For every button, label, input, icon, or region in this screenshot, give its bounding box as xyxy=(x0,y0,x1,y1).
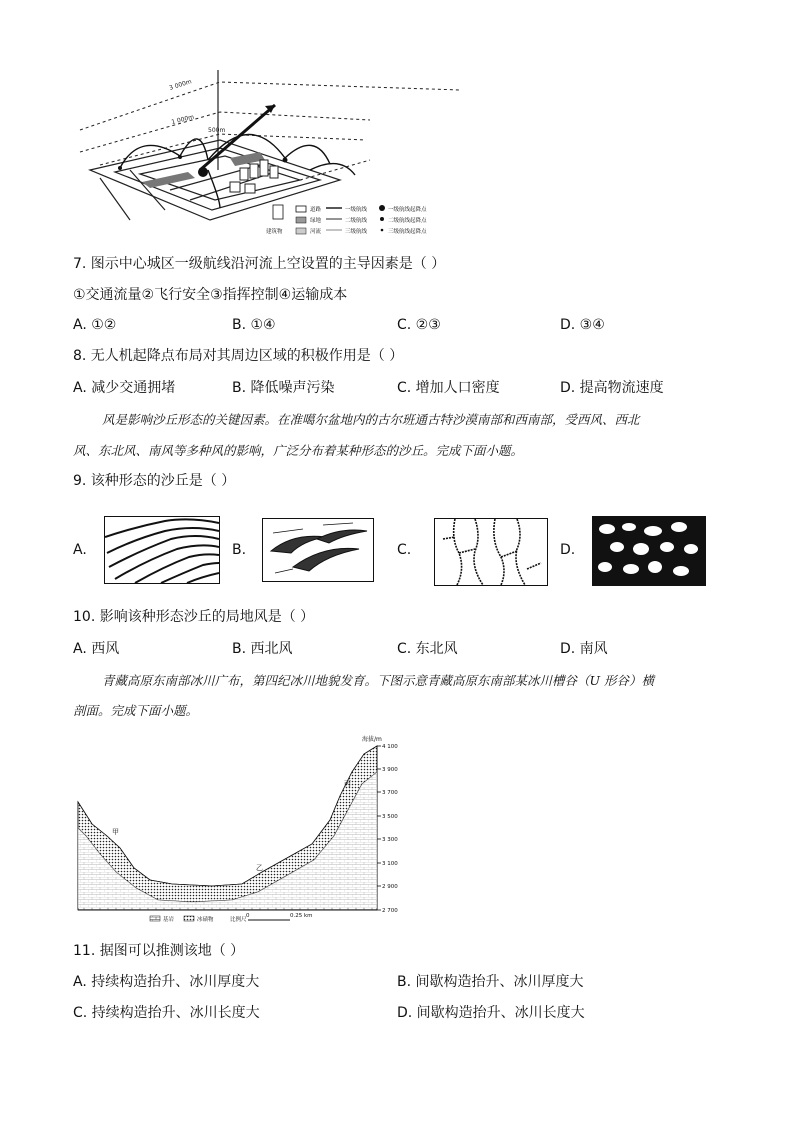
passage1-line1: 风是影响沙丘形态的关键因素。在准噶尔盆地内的古尔班通古特沙漠南部和西南部，受西风、西北 xyxy=(102,412,640,427)
svg-text:河流: 河流 xyxy=(310,229,322,235)
q7-option-d[interactable]: D. ③④ xyxy=(560,317,605,333)
q10-option-c[interactable]: C. 东北风 xyxy=(397,641,458,657)
q10-stem: 10. 影响该种形态沙丘的局地风是（ ） xyxy=(73,609,315,625)
q10-option-a[interactable]: A. 西风 xyxy=(73,641,120,657)
y-axis-ticks xyxy=(377,744,398,914)
alt-label-500: 500m xyxy=(208,127,226,134)
svg-text:3 700: 3 700 xyxy=(382,790,398,796)
q7-option-a[interactable]: A. ①② xyxy=(73,317,117,333)
svg-text:建筑物: 建筑物 xyxy=(266,229,283,235)
svg-text:一级航线: 一级航线 xyxy=(345,207,368,213)
barchan-dunes-icon xyxy=(263,519,373,581)
q7-option-c[interactable]: C. ②③ xyxy=(397,317,441,333)
svg-text:2 700: 2 700 xyxy=(382,908,398,914)
svg-text:3 900: 3 900 xyxy=(382,767,398,773)
q9-label-c[interactable]: C. xyxy=(397,542,412,558)
svg-text:一级航线起降点: 一级航线起降点 xyxy=(388,207,427,213)
q8-stem: 8. 无人机起降点布局对其周边区域的积极作用是（ ） xyxy=(73,348,404,364)
q7-stem: 7. 图示中心城区一级航线沿河流上空设置的主导因素是（ ） xyxy=(73,256,446,272)
q8-option-b[interactable]: B. 降低噪声污染 xyxy=(232,380,335,396)
fig1-legend xyxy=(266,205,427,235)
passage1-line2: 风、东北风、南风等多种风的影响，广泛分布着某种形态的沙丘。完成下面小题。 xyxy=(73,443,524,458)
svg-text:二级航线起降点: 二级航线起降点 xyxy=(388,218,427,224)
fig2-legend xyxy=(150,913,313,923)
q8-option-c[interactable]: C. 增加人口密度 xyxy=(397,380,500,396)
q9-label-d[interactable]: D. xyxy=(560,542,576,558)
svg-text:4 100: 4 100 xyxy=(382,744,398,750)
altitude-planes xyxy=(80,82,460,180)
dune-image-a[interactable] xyxy=(104,516,220,584)
point-jia: 甲 xyxy=(112,828,119,836)
svg-text:3 300: 3 300 xyxy=(382,837,398,843)
point-yi: 乙 xyxy=(256,864,263,872)
svg-text:比例尺: 比例尺 xyxy=(230,917,247,923)
q11-option-d[interactable]: D. 间歇构造抬升、冰川长度大 xyxy=(397,1005,585,1021)
svg-text:2 900: 2 900 xyxy=(382,884,398,890)
svg-text:绿地: 绿地 xyxy=(310,218,322,224)
passage2-line2: 剖面。完成下面小题。 xyxy=(73,703,199,718)
q10-option-b[interactable]: B. 西北风 xyxy=(232,641,293,657)
dune-image-d[interactable] xyxy=(592,516,706,586)
q9-label-a[interactable]: A. xyxy=(73,542,87,558)
q8-option-a[interactable]: A. 减少交通拥堵 xyxy=(73,380,176,396)
q11-option-c[interactable]: C. 持续构造抬升、冰川长度大 xyxy=(73,1005,260,1021)
q11-option-b[interactable]: B. 间歇构造抬升、冰川厚度大 xyxy=(397,974,584,990)
uav-route-diagram xyxy=(70,60,460,240)
level1-landing-point xyxy=(198,167,208,177)
dendritic-dunes-icon xyxy=(435,519,547,585)
q7-option-b[interactable]: B. ①④ xyxy=(232,317,276,333)
svg-text:冰碛物: 冰碛物 xyxy=(197,917,214,923)
q9-label-b[interactable]: B. xyxy=(232,542,247,558)
svg-text:基岩: 基岩 xyxy=(163,917,175,923)
svg-text:3 100: 3 100 xyxy=(382,861,398,867)
passage2-line1: 青藏高原东南部冰川广布，第四纪冰川地貌发育。下图示意青藏高原东南部某冰川槽谷（U 形谷）横 xyxy=(102,673,655,688)
point-bing: 丙 xyxy=(344,780,351,788)
dune-image-c[interactable] xyxy=(434,518,548,586)
svg-text:0: 0 xyxy=(246,913,250,919)
glacial-trough-profile xyxy=(72,732,412,927)
svg-text:三级航线: 三级航线 xyxy=(345,229,368,235)
alt-label-1000: 1 000m xyxy=(170,113,195,126)
svg-text:二级航线: 二级航线 xyxy=(345,218,368,224)
dune-image-b[interactable] xyxy=(262,518,374,582)
y-axis-title: 海拔/m xyxy=(362,736,382,743)
q10-option-d[interactable]: D. 南风 xyxy=(560,641,608,657)
q7-sub-items: ①交通流量②飞行安全③指挥控制④运输成本 xyxy=(73,287,348,303)
svg-text:道路: 道路 xyxy=(310,207,322,213)
linear-dunes-icon xyxy=(105,517,219,583)
q11-option-a[interactable]: A. 持续构造抬升、冰川厚度大 xyxy=(73,974,260,990)
q8-option-d[interactable]: D. 提高物流速度 xyxy=(560,380,664,396)
q11-stem: 11. 据图可以推测该地（ ） xyxy=(73,943,245,959)
svg-text:0.25 km: 0.25 km xyxy=(290,913,313,919)
svg-text:三级航线起降点: 三级航线起降点 xyxy=(388,229,427,235)
alt-label-3000: 3 000m xyxy=(168,78,193,92)
svg-text:3 500: 3 500 xyxy=(382,814,398,820)
q9-stem: 9. 该种形态的沙丘是（ ） xyxy=(73,473,236,489)
honeycomb-dunes-icon xyxy=(593,517,705,585)
